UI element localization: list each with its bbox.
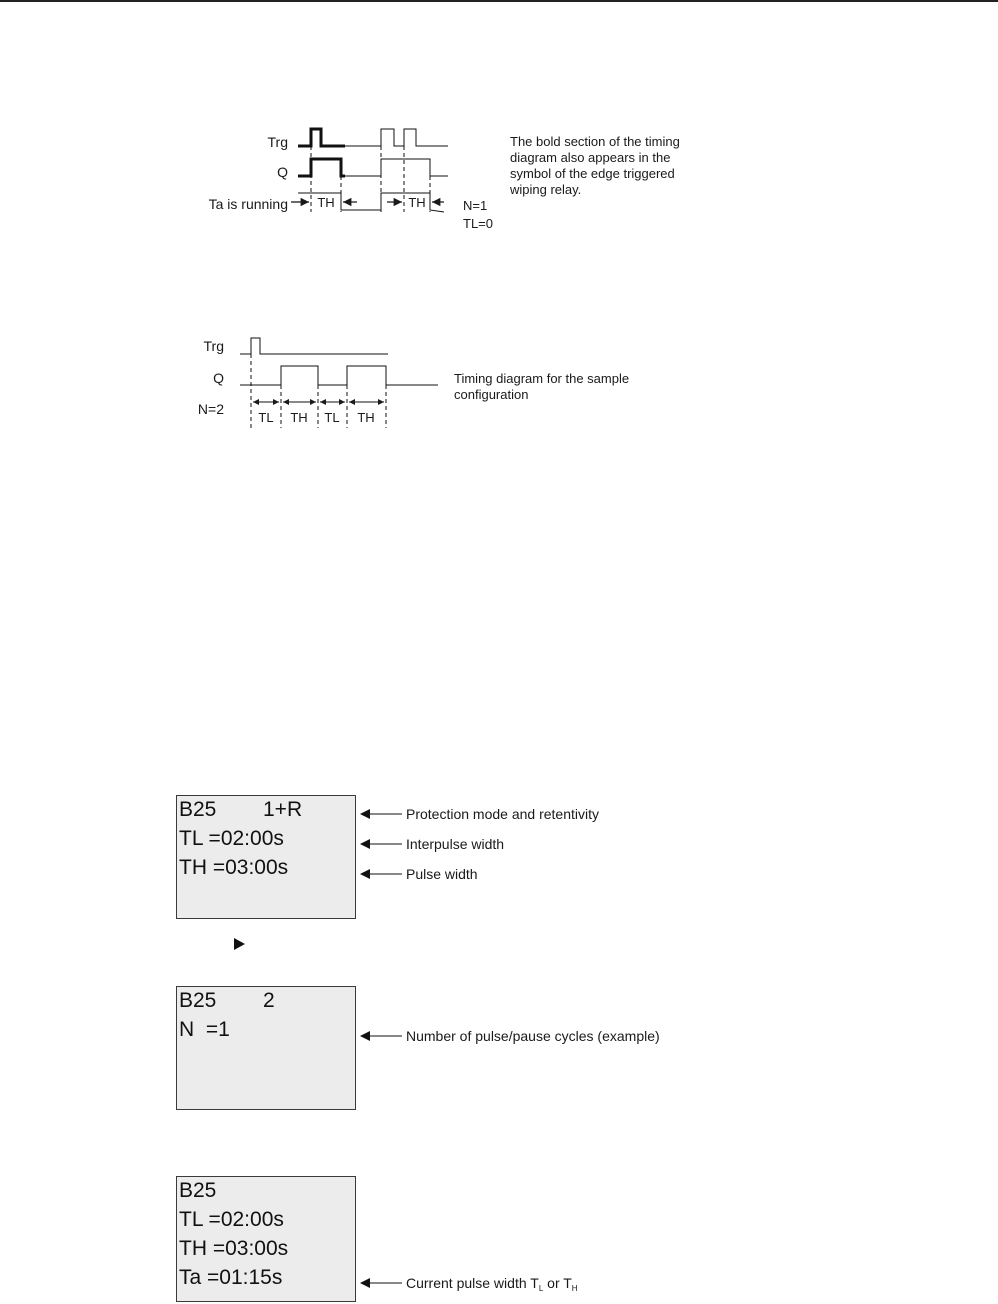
diagram1-note: The bold section of the timing diagram also appears in the symbol of the edge triggered wiping relay. — [510, 134, 680, 197]
signal-label-trg-2: Trg — [203, 338, 224, 354]
signal-label-q: Q — [277, 164, 288, 180]
callout-label: Pulse width — [406, 866, 478, 882]
th-label-2: TH — [408, 195, 426, 210]
interval-label-tl-1: TL — [258, 410, 274, 425]
callout-text-prefix: Current pulse width T — [406, 1275, 539, 1291]
trg-waveform — [345, 129, 448, 146]
subscript-h: H — [571, 1284, 578, 1293]
top-rule — [0, 0, 998, 2]
param-n: N=1 — [463, 198, 488, 213]
lcd-protection-mode: 1+R — [263, 798, 303, 821]
callout-label — [406, 1275, 578, 1297]
callout-label: Number of pulse/pause cycles (example) — [406, 1028, 660, 1044]
lcd-tl-value: TL =02:00s — [179, 827, 284, 850]
callout-text-mid: or T — [543, 1275, 572, 1291]
q-waveform-bold — [298, 159, 345, 176]
lcd-th-value: TH =03:00s — [179, 856, 289, 879]
interval-label-th-2: TH — [357, 410, 375, 425]
lcd-page-number: 2 — [263, 989, 275, 1012]
param-tl: TL=0 — [463, 216, 493, 231]
diagram2-note: Timing diagram for the sample configuration — [454, 371, 630, 402]
interval-label-tl-2: TL — [324, 410, 340, 425]
lcd-display-cycles — [176, 986, 356, 1110]
arrow-left-icon — [360, 866, 402, 882]
timing-diagram-edge-triggered — [0, 110, 998, 240]
q-waveform — [345, 159, 448, 176]
lcd-display-parameters — [176, 795, 356, 919]
signal-label-n: N=2 — [197, 401, 224, 417]
trg-waveform-bold — [298, 129, 345, 146]
signal-label-q-2: Q — [213, 370, 224, 386]
signal-label-trg: Trg — [267, 134, 288, 150]
th-label-1: TH — [317, 195, 335, 210]
arrow-left-icon — [360, 1275, 402, 1291]
arrow-left-icon — [360, 836, 402, 852]
lcd-tl-value: TL =02:00s — [179, 1208, 284, 1231]
lcd-display-runtime — [176, 1176, 356, 1302]
signal-label-ta-running: Ta is running — [208, 196, 288, 212]
interval-label-th-1: TH — [290, 410, 308, 425]
play-icon — [234, 938, 245, 950]
lcd-ta-value: Ta =01:15s — [179, 1266, 283, 1289]
lcd-block-number: B25 — [179, 989, 217, 1012]
lcd-th-value: TH =03:00s — [179, 1237, 289, 1260]
lcd-block-number: B25 — [179, 798, 217, 821]
callout-label: Protection mode and retentivity — [406, 806, 599, 822]
lcd-block-number: B25 — [179, 1179, 217, 1202]
trg-waveform-2 — [240, 338, 388, 354]
callout-label: Interpulse width — [406, 836, 505, 852]
lcd-n-value: N =1 — [179, 1018, 230, 1041]
arrow-left-icon — [360, 1028, 402, 1044]
subscript-l: L — [538, 1284, 544, 1293]
q-waveform-2 — [240, 366, 438, 385]
arrow-left-icon — [360, 806, 402, 822]
